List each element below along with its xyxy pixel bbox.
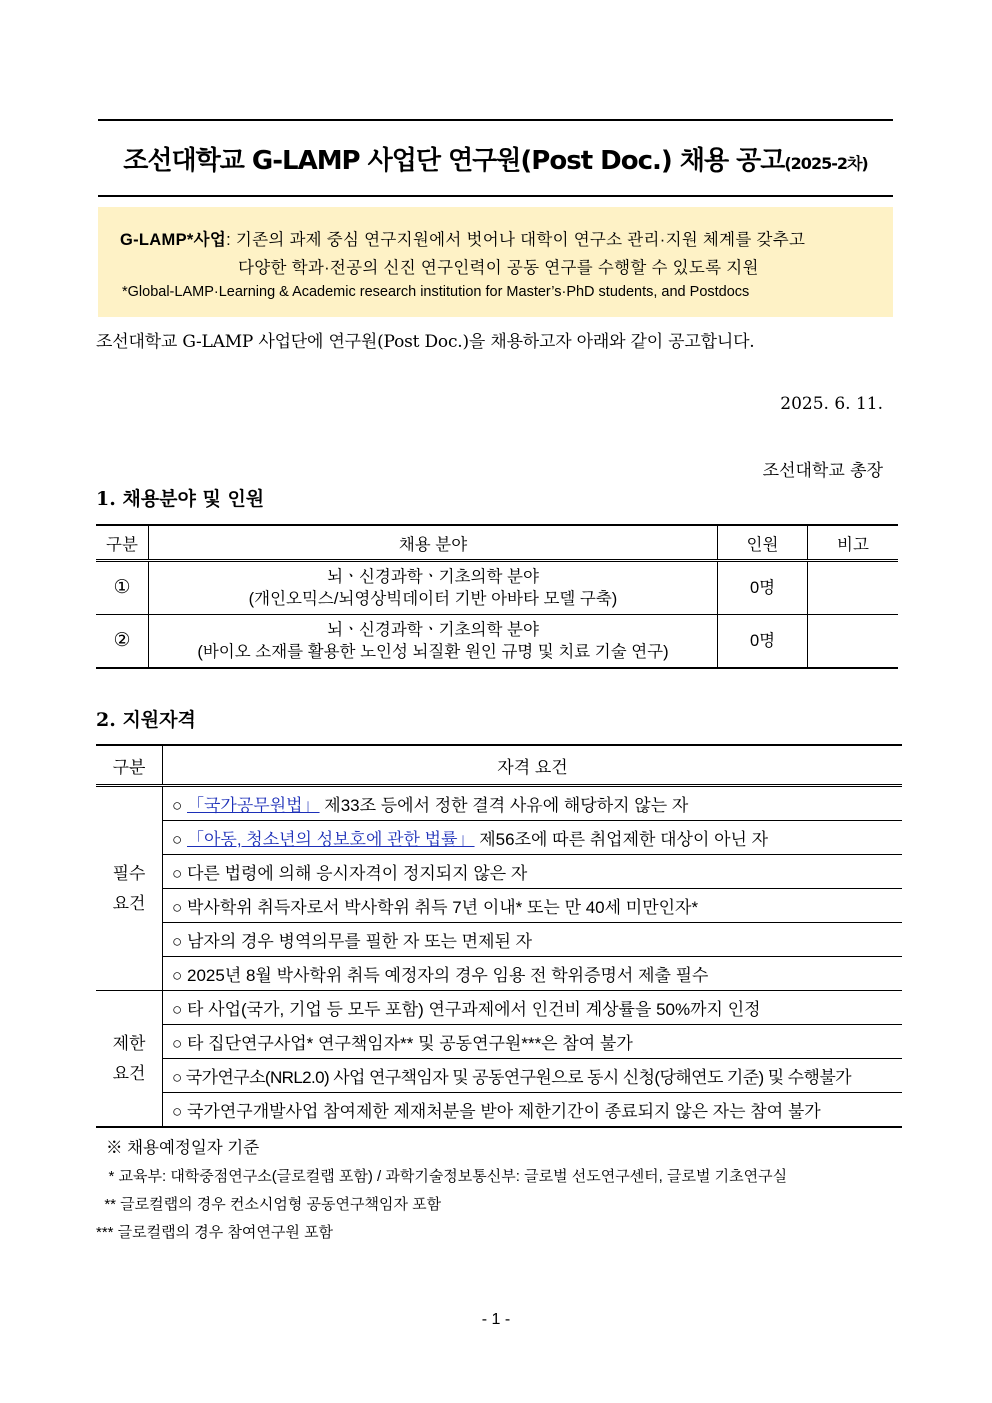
title-suffix: (2025-2차) bbox=[784, 153, 868, 173]
col-header-requirement: 자격 요건 bbox=[163, 745, 903, 786]
field-line2: (바이오 소재를 활용한 노인성 뇌질환 원인 규명 및 치료 기술 연구) bbox=[197, 643, 669, 661]
bullet: ○ bbox=[172, 966, 187, 985]
row-number: ② bbox=[96, 615, 149, 669]
signer: 조선대학교 총장 bbox=[762, 461, 883, 481]
restriction-text: 타 집단연구사업* 연구책임자** 및 공동연구원***은 참여 불가 bbox=[187, 1034, 633, 1053]
count-cell: 0명 bbox=[718, 615, 808, 669]
program-info-box bbox=[98, 207, 893, 317]
restriction-item bbox=[163, 1093, 903, 1128]
note-cell bbox=[808, 615, 899, 669]
requirement-text: 제33조 등에서 정한 결격 사유에 해당하지 않는 자 bbox=[319, 796, 689, 815]
table-row bbox=[96, 957, 902, 991]
row-number: ① bbox=[96, 561, 149, 615]
footnote-item: ** 글로컬랩의 경우 컨소시엄형 공동연구책임자 포함 bbox=[96, 1196, 442, 1213]
table-row bbox=[96, 786, 902, 821]
table-row bbox=[96, 923, 902, 957]
col-header-note: 비고 bbox=[808, 525, 899, 561]
footnote-item: * 교육부: 대학중점연구소(글로컬랩 포함) / 과학기술정보통신부: 글로벌 선도연구센터, 글로벌 기초연구실 bbox=[96, 1168, 788, 1185]
note-cell bbox=[808, 561, 899, 615]
required-label-1: 필수 bbox=[112, 863, 146, 883]
requirement-item bbox=[163, 821, 903, 855]
requirement-item bbox=[163, 855, 903, 889]
table-row bbox=[96, 855, 902, 889]
requirement-text: 2025년 8월 박사학위 취득 예정자의 경우 임용 전 학위증명서 제출 필수 bbox=[187, 966, 709, 985]
required-category bbox=[96, 786, 163, 991]
field-cell bbox=[149, 615, 718, 669]
section2-heading: 2. 지원자격 bbox=[96, 709, 196, 731]
page-number: - 1 - bbox=[481, 1311, 511, 1328]
table-row bbox=[96, 991, 902, 1025]
bullet: ○ bbox=[172, 898, 187, 917]
intro-text: 조선대학교 G-LAMP 사업단에 연구원(Post Doc.)을 채용하고자 아래와 같이 공고합니다. bbox=[96, 332, 755, 352]
requirement-item bbox=[163, 786, 903, 821]
requirement-text: 다른 법령에 의해 응시자격이 정지되지 않은 자 bbox=[187, 864, 528, 883]
restriction-item bbox=[163, 1025, 903, 1059]
requirement-text: 제56조에 따른 취업제한 대상이 아닌 자 bbox=[474, 830, 769, 849]
section1-heading: 1. 채용분야 및 인원 bbox=[96, 488, 265, 510]
qualification-table bbox=[96, 744, 902, 1128]
restricted-label-2: 요건 bbox=[112, 1063, 146, 1083]
restriction-text: 국가연구소(NRL2.0) 사업 연구책임자 및 공동연구원으로 동시 신청(당해연도 기준) 및 수행불가 bbox=[185, 1068, 851, 1087]
requirement-item bbox=[163, 889, 903, 923]
table-row bbox=[96, 615, 898, 669]
announcement-date: 2025. 6. 11. bbox=[780, 394, 883, 414]
col-header-field: 채용 분야 bbox=[149, 525, 718, 561]
table-row bbox=[96, 1025, 902, 1059]
table-row bbox=[96, 1093, 902, 1128]
bullet: ○ bbox=[172, 796, 187, 815]
law-reference: 「국가공무원법」 bbox=[187, 796, 320, 815]
field-line1: 뇌ㆍ신경과학ㆍ기초의학 분야 bbox=[327, 568, 539, 586]
restriction-text: 타 사업(국가, 기업 등 모두 포함) 연구과제에서 인건비 계상률을 50%까지 인정 bbox=[187, 1000, 761, 1019]
bullet: ○ bbox=[172, 932, 187, 951]
bullet: ○ bbox=[172, 864, 187, 883]
program-info-line1 bbox=[120, 226, 893, 250]
table-header-row bbox=[96, 525, 898, 561]
required-label-2: 요건 bbox=[112, 893, 146, 913]
bullet: ○ bbox=[172, 1102, 187, 1121]
bullet: ○ bbox=[172, 830, 187, 849]
title-main: 조선대학교 G-LAMP 사업단 연구원(Post Doc.) 채용 공고 bbox=[123, 145, 785, 176]
requirement-text: 박사학위 취득자로서 박사학위 취득 7년 이내* 또는 만 40세 미만인자* bbox=[187, 898, 699, 917]
col-header-category: 구분 bbox=[96, 745, 163, 786]
footnote-heading: ※ 채용예정일자 기준 bbox=[106, 1139, 260, 1157]
restriction-item bbox=[163, 991, 903, 1025]
field-cell bbox=[149, 561, 718, 615]
col-header-category: 구분 bbox=[96, 525, 149, 561]
table-row bbox=[96, 1059, 902, 1093]
bullet: ○ bbox=[172, 1000, 187, 1019]
field-line2: (개인오믹스/뇌영상빅데이터 기반 아바타 모델 구축) bbox=[248, 590, 618, 608]
recruitment-table bbox=[96, 524, 898, 669]
col-header-count: 인원 bbox=[718, 525, 808, 561]
bullet: ○ bbox=[172, 1068, 186, 1087]
footnotes bbox=[96, 1134, 787, 1242]
restricted-category bbox=[96, 991, 163, 1128]
field-line1: 뇌ㆍ신경과학ㆍ기초의학 분야 bbox=[327, 621, 539, 639]
footnote-item: *** 글로컬랩의 경우 참여연구원 포함 bbox=[96, 1224, 334, 1241]
restriction-item bbox=[163, 1059, 903, 1093]
page-title bbox=[123, 140, 868, 177]
program-label: G-LAMP*사업 bbox=[120, 231, 227, 249]
program-footnote: *Global-LAMP·Learning & Academic research institution for Master’s·PhD students, and Postdocs bbox=[122, 284, 750, 300]
requirement-item bbox=[163, 957, 903, 991]
table-header-row bbox=[96, 745, 902, 786]
bullet: ○ bbox=[172, 1034, 187, 1053]
count-cell: 0명 bbox=[718, 561, 808, 615]
program-desc-2: 다양한 학과·전공의 신진 연구인력이 공동 연구를 수행할 수 있도록 지원 bbox=[238, 259, 759, 277]
law-reference: 「아동, 청소년의 성보호에 관한 법률」 bbox=[187, 830, 475, 849]
table-row bbox=[96, 821, 902, 855]
title-bar bbox=[98, 119, 893, 197]
restriction-text: 국가연구개발사업 참여제한 제재처분을 받아 제한기간이 종료되지 않은 자는 참여 불가 bbox=[187, 1102, 821, 1121]
requirement-text: 남자의 경우 병역의무를 필한 자 또는 면제된 자 bbox=[187, 932, 533, 951]
table-row bbox=[96, 561, 898, 615]
restricted-label-1: 제한 bbox=[112, 1033, 146, 1053]
table-row bbox=[96, 889, 902, 923]
program-desc-1: : 기존의 과제 중심 연구지원에서 벗어나 대학이 연구소 관리·지원 체계를 갖추고 bbox=[226, 231, 806, 249]
requirement-item bbox=[163, 923, 903, 957]
